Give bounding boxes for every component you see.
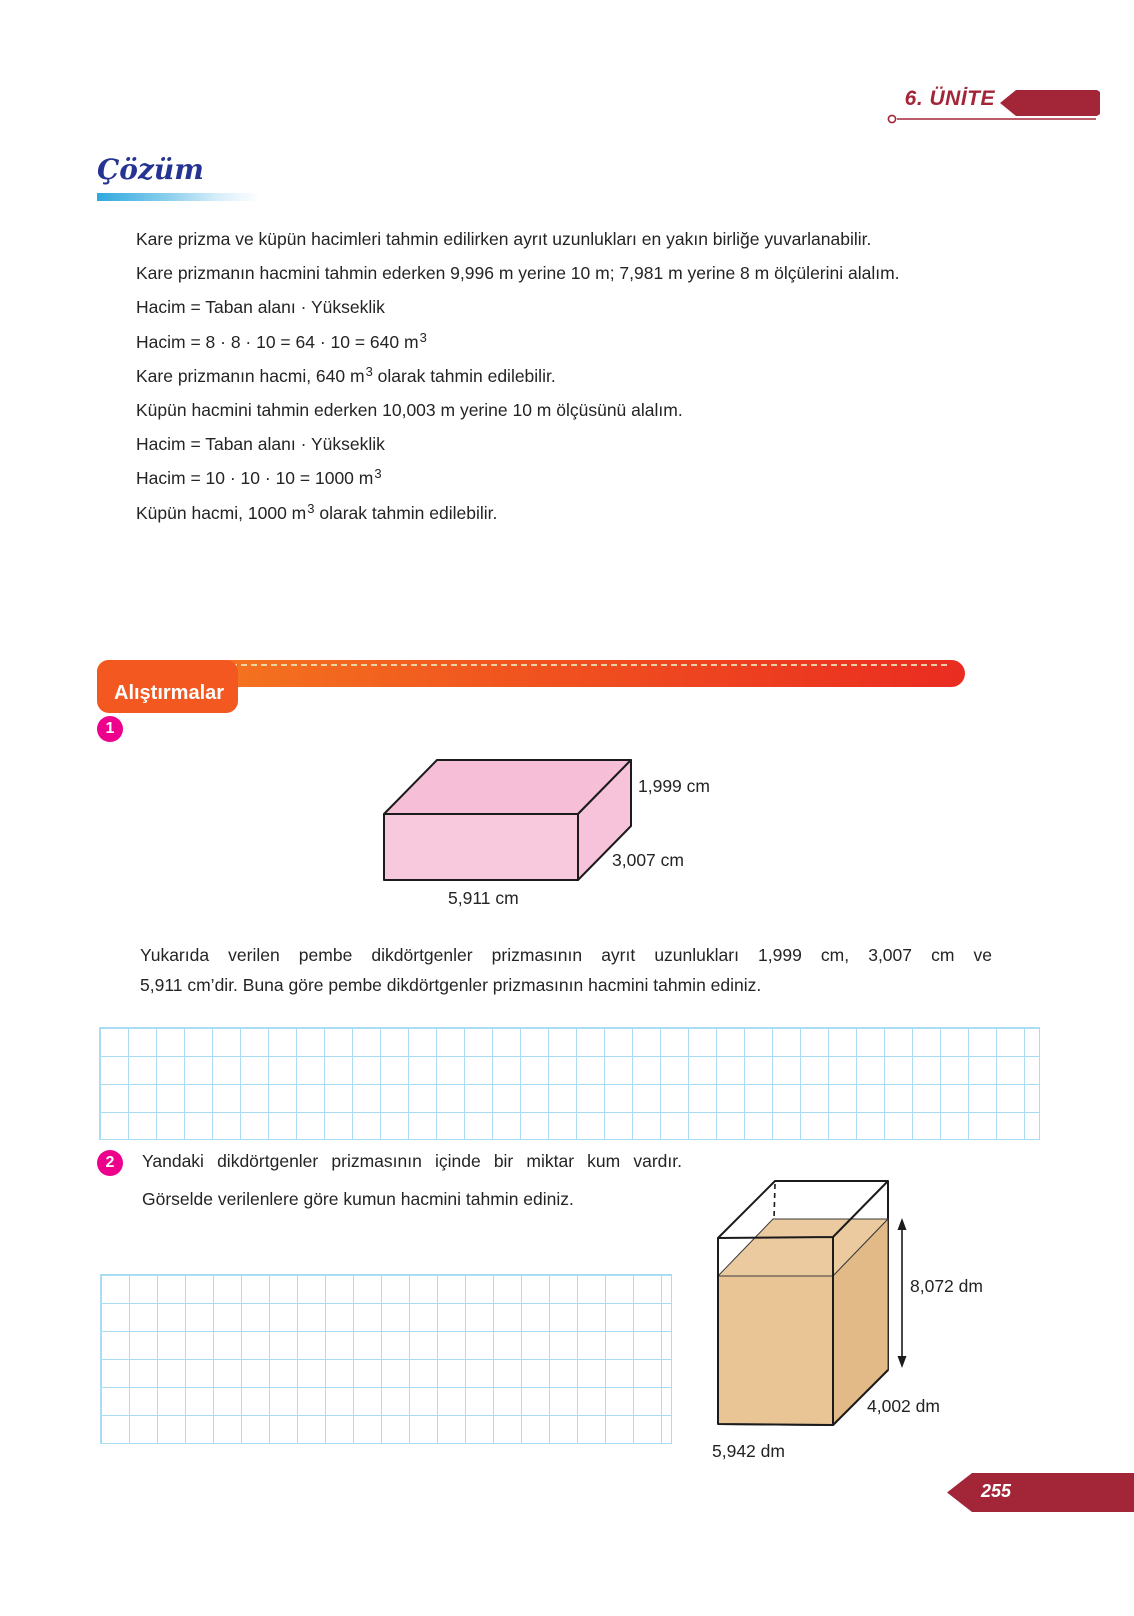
solution-line: Hacim = Taban alanı · Yükseklik — [136, 434, 385, 455]
unit-header-banner — [880, 85, 1134, 130]
sand-box-figure — [690, 1165, 1010, 1445]
exercises-banner-tab — [97, 660, 238, 713]
page-number: 255 — [980, 1481, 1012, 1501]
prism-height-label: 1,999 cm — [638, 776, 710, 796]
exercise2-number-badge: 2 — [97, 1150, 123, 1176]
height-arrowhead-top — [898, 1218, 907, 1230]
prism-depth-label: 3,007 cm — [612, 850, 684, 870]
sandbox-height-label: 8,072 dm — [910, 1276, 983, 1296]
exercise1-text-line1: Yukarıda verilen pembe dikdörtgenler prizmasının ayrıt uzunlukları 1,999 cm, 3,007 cm ve — [140, 945, 992, 965]
exercise1-text-line2: 5,911 cm’dir. Buna göre pembe dikdörtgenler prizmasının hacmini tahmin ediniz. — [140, 975, 762, 995]
solution-line: Hacim = 10 · 10 · 10 = 1000 $m^3$ — [136, 466, 382, 489]
unit-banner-arrow — [1000, 90, 1100, 116]
solution-line: Küpün hacmini tahmin ederken 10,003 m yerine 10 m ölçüsünü alalım. — [136, 399, 683, 420]
sand-front-face — [718, 1276, 833, 1425]
answer-grid-1 — [99, 1027, 1040, 1140]
solution-line: Hacim = Taban alanı · Yükseklik — [136, 297, 385, 318]
exercises-banner-title: Alıştırmalar — [114, 682, 225, 704]
prism-width-label: 5,911 cm — [448, 888, 519, 908]
exercise2-text-line1: Yandaki dikdörtgenler prizmasının içinde bir miktar kum vardır. — [142, 1151, 682, 1171]
solution-line: Kare prizmanın hacmini tahmin ederken 9,996 m yerine 10 m; 7,981 m yerine 8 m ölçülerini alalım. — [136, 263, 900, 284]
exercise1-number-badge: 1 — [97, 716, 123, 742]
solution-line: Küpün hacmi, 1000 $m^3$ olarak tahmin edilebilir. — [136, 500, 498, 523]
height-arrowhead-bottom — [898, 1356, 907, 1368]
unit-banner-dot — [888, 115, 895, 122]
prism-front-face — [384, 814, 578, 880]
answer-grid-2 — [100, 1274, 672, 1444]
exercise2-text-line2: Görselde verilenlere göre kumun hacmini tahmin ediniz. — [142, 1189, 574, 1209]
sandbox-depth-label: 4,002 dm — [867, 1396, 940, 1416]
solution-line: Kare prizma ve küpün hacimleri tahmin edilirken ayrıt uzunlukları en yakın birliğe yuvarlanabilir. — [136, 229, 872, 249]
solution-line: Hacim = 8 · 8 · 10 = 64 · 10 = 640 $m^3$ — [136, 329, 427, 352]
solution-line: Kare prizmanın hacmi, 640 $m^3$ olarak tahmin edilebilir. — [136, 363, 556, 386]
solution-heading: Çözüm — [97, 153, 204, 186]
solution-heading-underline — [97, 193, 260, 201]
unit-header-label: 6. ÜNİTE — [904, 87, 995, 110]
solution-lines — [136, 222, 900, 530]
sandbox-width-label: 5,942 dm — [712, 1441, 785, 1461]
